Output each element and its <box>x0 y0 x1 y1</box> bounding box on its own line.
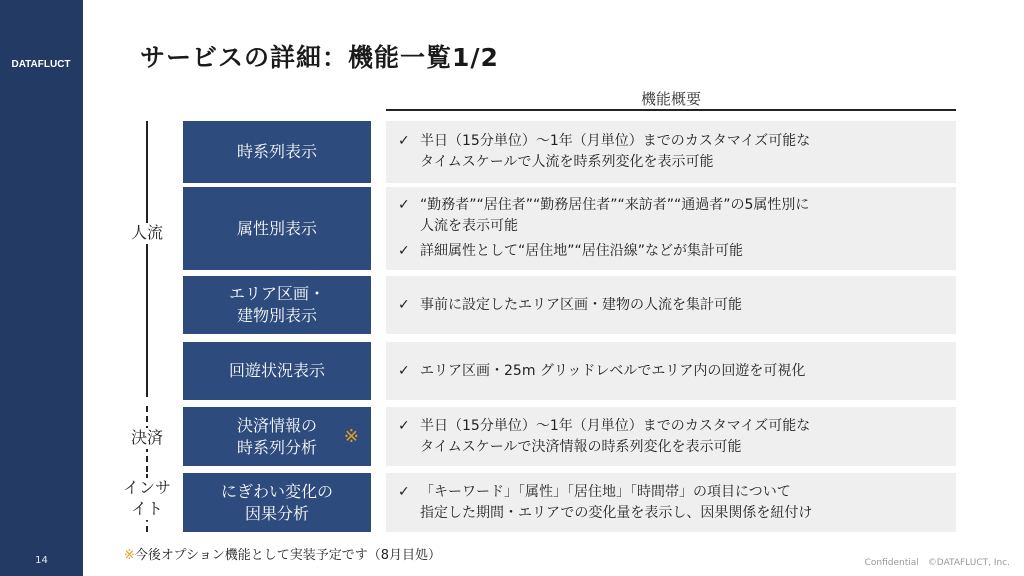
feature-detail <box>386 121 956 183</box>
check-icon: ✓ <box>398 296 410 313</box>
feature-name: 決済情報の 時系列分析 <box>236 415 317 457</box>
dataflect-logo <box>0 52 83 74</box>
footnote-text: 今後オプション機能として実装予定です（8月目処） <box>134 548 442 563</box>
feature-name: にぎわい変化の 因果分析 <box>220 481 333 523</box>
feature-box <box>183 407 371 466</box>
feature-name: エリア区画・ 建物別表示 <box>228 284 325 325</box>
detail-text: 半日（15分単位）〜1年（月単位）までのカスタマイズ可能な タイムスケールで人流を時系列変化を表示可能 <box>420 133 811 170</box>
check-icon: ✓ <box>398 197 410 213</box>
detail-text: 半日（15分単位）〜1年（月単位）までのカスタマイズ可能な タイムスケールで決済情報の時系列変化を表示可能 <box>420 417 811 455</box>
feature-box <box>183 276 371 334</box>
feature-detail <box>386 342 956 400</box>
confidential-notice: Confidential ©DATAFLUCT, Inc. <box>864 558 1010 568</box>
sidebar <box>0 0 83 576</box>
footnote-mark: ※ <box>124 548 135 563</box>
detail-text: エリア区画・25m グリッドレベルでエリア内の回遊を可視化 <box>420 362 806 379</box>
feature-box <box>183 187 371 270</box>
category-label-kessai: 決済 <box>112 428 182 449</box>
detail-text: 事前に設定したエリア区画・建物の人流を集計可能 <box>420 296 742 313</box>
feature-name: 属性別表示 <box>236 218 317 238</box>
feature-name: 時系列表示 <box>236 142 317 162</box>
feature-detail <box>386 473 956 532</box>
category-label-jinryu: 人流 <box>112 223 182 244</box>
check-icon: ✓ <box>398 133 410 149</box>
detail-text: 「キーワード」「属性」「居住地」「時間帯」の項目について 指定した期間・エリアでの変化量を表示し、因果関係を紐付け <box>420 483 813 521</box>
logo-text: DATAFLUCT <box>11 59 71 70</box>
feature-detail <box>386 187 956 270</box>
page-title: サービスの詳細：機能一覧1/2 <box>140 43 499 72</box>
check-icon: ✓ <box>398 483 410 500</box>
overview-header: 機能概要 <box>640 90 701 108</box>
detail-text: “勤務者”“居住者”“勤務居住者”“来訪者”“通過者”の5属性別に 人流を表示可能 <box>420 197 810 234</box>
feature-name: 回遊状況表示 <box>228 361 325 381</box>
feature-box <box>183 342 371 400</box>
feature-detail <box>386 276 956 334</box>
check-icon: ✓ <box>398 417 410 434</box>
feature-detail <box>386 407 956 466</box>
category-line-jinryu <box>146 121 148 397</box>
overview-divider <box>386 109 956 111</box>
feature-box <box>183 121 371 183</box>
detail-text: 詳細属性として“居住地”“居住沿線”などが集計可能 <box>420 243 744 259</box>
page-number: 14 <box>35 555 48 566</box>
footnote <box>124 544 441 563</box>
check-icon: ✓ <box>398 243 410 259</box>
category-label-insight: インサ イト <box>112 478 182 520</box>
feature-box <box>183 473 371 532</box>
option-mark: ※ <box>343 425 359 447</box>
check-icon: ✓ <box>398 362 410 379</box>
